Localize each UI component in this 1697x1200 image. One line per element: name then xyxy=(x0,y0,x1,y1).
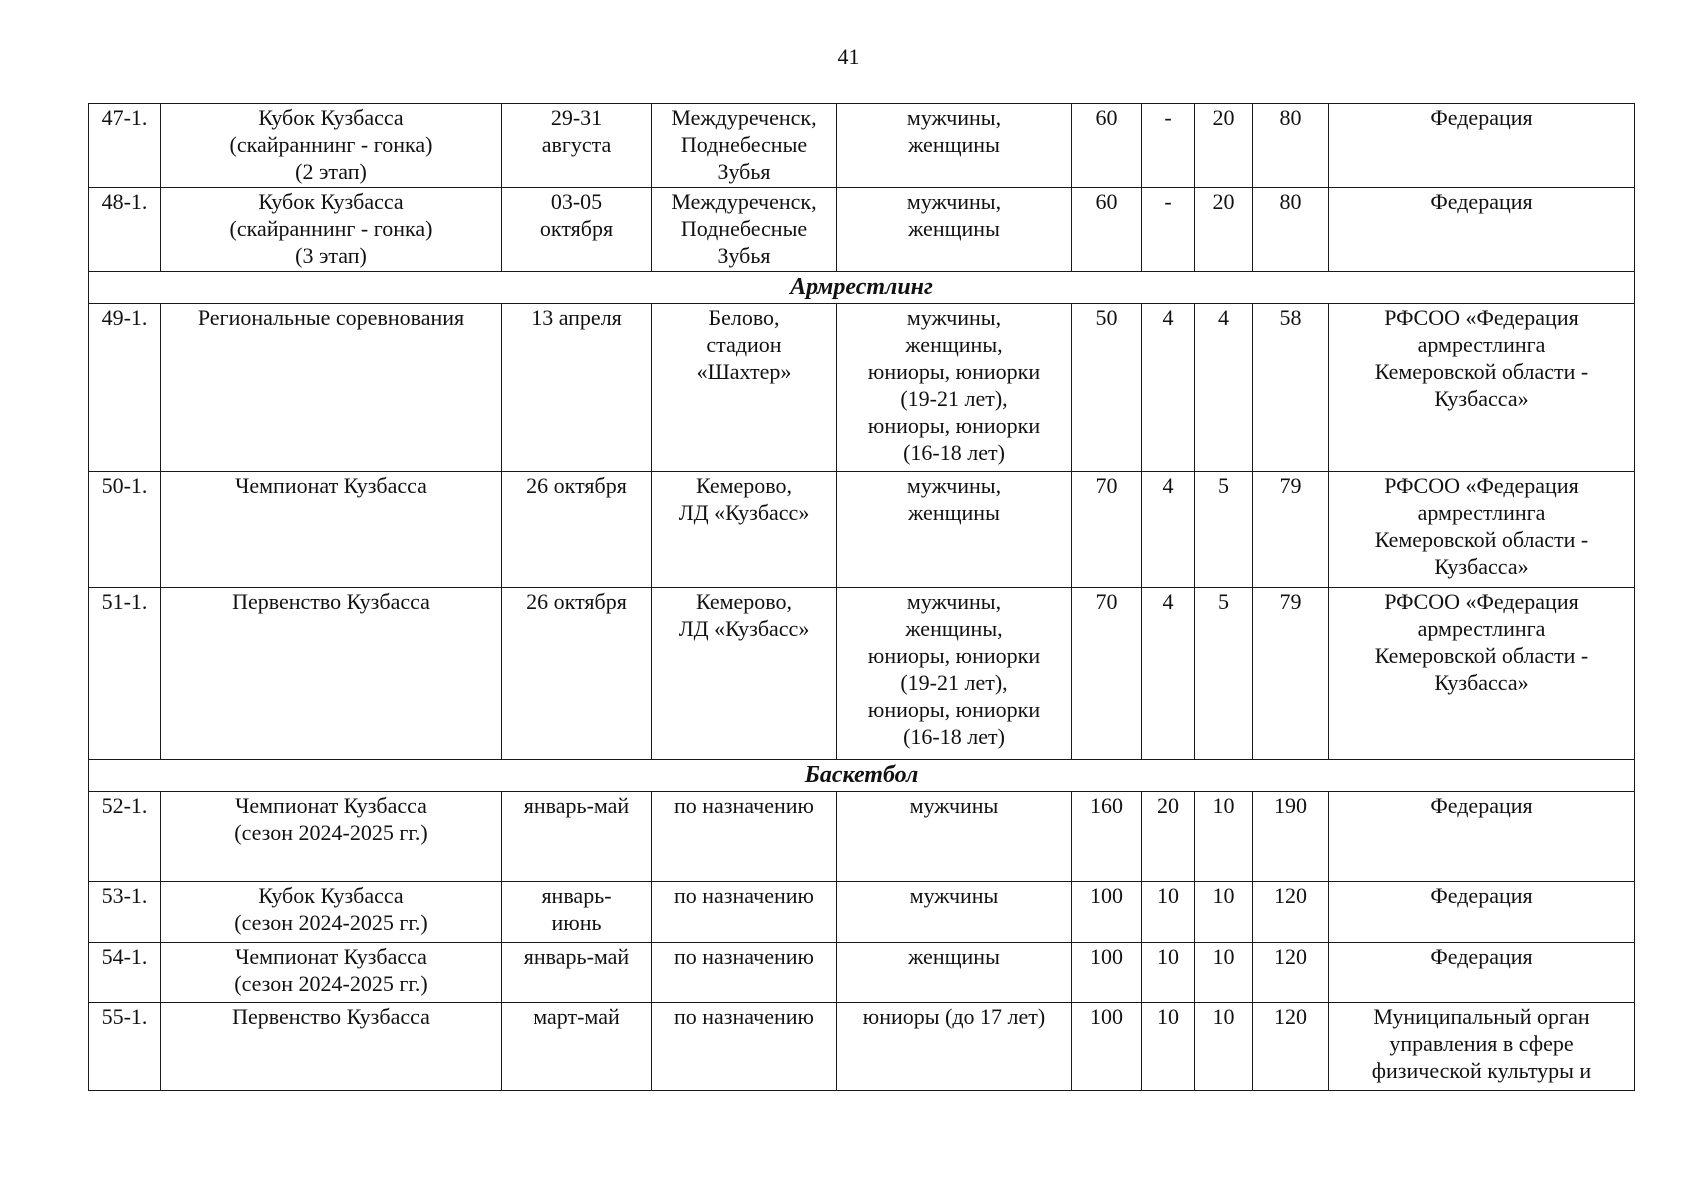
event-name: Чемпионат Кузбасса xyxy=(161,472,502,588)
organizer: РФСОО «Федерация армрестлинга Кемеровской области - Кузбасса» xyxy=(1329,472,1635,588)
count-judges: 10 xyxy=(1195,943,1253,1003)
participants: юниоры (до 17 лет) xyxy=(837,1003,1072,1091)
event-dates: январь-май xyxy=(502,943,652,1003)
row-number: 47-1. xyxy=(89,104,161,188)
count-total: 120 xyxy=(1253,943,1329,1003)
section-title-basketball: Баскетбол xyxy=(89,760,1635,792)
count-athletes: 60 xyxy=(1072,188,1142,272)
row-number: 50-1. xyxy=(89,472,161,588)
count-judges: 5 xyxy=(1195,588,1253,760)
participants: мужчины, женщины xyxy=(837,188,1072,272)
competition-schedule-table xyxy=(88,103,1635,1091)
table-row xyxy=(89,188,1635,272)
section-title-armwrestling: Армрестлинг xyxy=(89,272,1635,304)
count-total: 58 xyxy=(1253,304,1329,472)
event-place: Белово, стадион «Шахтер» xyxy=(652,304,837,472)
row-number: 49-1. xyxy=(89,304,161,472)
participants: мужчины xyxy=(837,792,1072,882)
count-total: 79 xyxy=(1253,588,1329,760)
participants: мужчины, женщины xyxy=(837,472,1072,588)
count-judges: 10 xyxy=(1195,882,1253,943)
organizer: Федерация xyxy=(1329,792,1635,882)
section-header-row xyxy=(89,760,1635,792)
event-place: по назначению xyxy=(652,792,837,882)
table-row xyxy=(89,588,1635,760)
event-name: Региональные соревнования xyxy=(161,304,502,472)
event-name: Чемпионат Кузбасса (сезон 2024-2025 гг.) xyxy=(161,943,502,1003)
count-athletes: 50 xyxy=(1072,304,1142,472)
row-number: 52-1. xyxy=(89,792,161,882)
count-athletes: 160 xyxy=(1072,792,1142,882)
count-coaches: 10 xyxy=(1142,882,1195,943)
row-number: 53-1. xyxy=(89,882,161,943)
event-dates: 13 апреля xyxy=(502,304,652,472)
participants: мужчины, женщины, юниоры, юниорки (19-21 лет), юниоры, юниорки (16-18 лет) xyxy=(837,304,1072,472)
organizer: Федерация xyxy=(1329,104,1635,188)
count-judges: 20 xyxy=(1195,104,1253,188)
organizer: Федерация xyxy=(1329,943,1635,1003)
event-dates: январь- июнь xyxy=(502,882,652,943)
table-row xyxy=(89,104,1635,188)
event-place: по назначению xyxy=(652,882,837,943)
count-judges: 4 xyxy=(1195,304,1253,472)
count-athletes: 100 xyxy=(1072,1003,1142,1091)
event-dates: март-май xyxy=(502,1003,652,1091)
event-dates: январь-май xyxy=(502,792,652,882)
count-total: 79 xyxy=(1253,472,1329,588)
count-judges: 10 xyxy=(1195,792,1253,882)
participants: мужчины xyxy=(837,882,1072,943)
row-number: 48-1. xyxy=(89,188,161,272)
count-coaches: 4 xyxy=(1142,588,1195,760)
count-coaches: 10 xyxy=(1142,1003,1195,1091)
event-name: Первенство Кузбасса xyxy=(161,1003,502,1091)
count-coaches: - xyxy=(1142,104,1195,188)
count-total: 80 xyxy=(1253,188,1329,272)
organizer: Федерация xyxy=(1329,882,1635,943)
event-name: Кубок Кузбасса (скайраннинг - гонка) (2 этап) xyxy=(161,104,502,188)
table-row xyxy=(89,943,1635,1003)
row-number: 55-1. xyxy=(89,1003,161,1091)
event-dates: 03-05 октября xyxy=(502,188,652,272)
table-row xyxy=(89,472,1635,588)
count-coaches: 4 xyxy=(1142,472,1195,588)
organizer: РФСОО «Федерация армрестлинга Кемеровской области - Кузбасса» xyxy=(1329,588,1635,760)
count-coaches: 4 xyxy=(1142,304,1195,472)
table-row xyxy=(89,1003,1635,1091)
count-total: 190 xyxy=(1253,792,1329,882)
organizer: РФСОО «Федерация армрестлинга Кемеровской области - Кузбасса» xyxy=(1329,304,1635,472)
organizer: Федерация xyxy=(1329,188,1635,272)
event-name: Чемпионат Кузбасса (сезон 2024-2025 гг.) xyxy=(161,792,502,882)
event-dates: 29-31 августа xyxy=(502,104,652,188)
count-total: 80 xyxy=(1253,104,1329,188)
organizer: Муниципальный орган управления в сфере физической культуры и xyxy=(1329,1003,1635,1091)
page-number: 41 xyxy=(837,44,860,69)
event-place: Междуреченск, Поднебесные Зубья xyxy=(652,188,837,272)
count-judges: 10 xyxy=(1195,1003,1253,1091)
event-place: по назначению xyxy=(652,1003,837,1091)
participants: мужчины, женщины xyxy=(837,104,1072,188)
count-judges: 20 xyxy=(1195,188,1253,272)
count-athletes: 60 xyxy=(1072,104,1142,188)
count-coaches: - xyxy=(1142,188,1195,272)
table-row xyxy=(89,792,1635,882)
event-place: Междуреченск, Поднебесные Зубья xyxy=(652,104,837,188)
event-name: Кубок Кузбасса (скайраннинг - гонка) (3 этап) xyxy=(161,188,502,272)
table-row xyxy=(89,882,1635,943)
count-total: 120 xyxy=(1253,882,1329,943)
event-place: по назначению xyxy=(652,943,837,1003)
count-athletes: 70 xyxy=(1072,472,1142,588)
participants: мужчины, женщины, юниоры, юниорки (19-21 лет), юниоры, юниорки (16-18 лет) xyxy=(837,588,1072,760)
event-place: Кемерово, ЛД «Кузбасс» xyxy=(652,472,837,588)
count-athletes: 70 xyxy=(1072,588,1142,760)
count-athletes: 100 xyxy=(1072,943,1142,1003)
count-total: 120 xyxy=(1253,1003,1329,1091)
event-dates: 26 октября xyxy=(502,472,652,588)
event-name: Кубок Кузбасса (сезон 2024-2025 гг.) xyxy=(161,882,502,943)
event-name: Первенство Кузбасса xyxy=(161,588,502,760)
participants: женщины xyxy=(837,943,1072,1003)
count-judges: 5 xyxy=(1195,472,1253,588)
count-coaches: 20 xyxy=(1142,792,1195,882)
event-place: Кемерово, ЛД «Кузбасс» xyxy=(652,588,837,760)
row-number: 54-1. xyxy=(89,943,161,1003)
row-number: 51-1. xyxy=(89,588,161,760)
count-coaches: 10 xyxy=(1142,943,1195,1003)
count-athletes: 100 xyxy=(1072,882,1142,943)
table-row xyxy=(89,304,1635,472)
event-dates: 26 октября xyxy=(502,588,652,760)
section-header-row xyxy=(89,272,1635,304)
